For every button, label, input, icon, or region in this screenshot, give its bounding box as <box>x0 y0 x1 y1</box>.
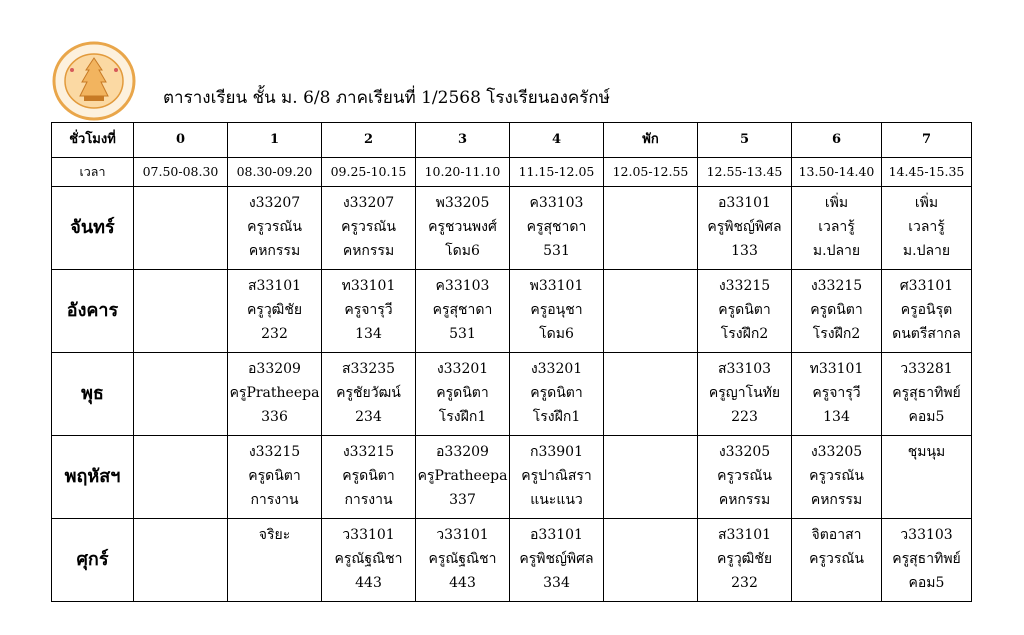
room-name: 134 <box>355 326 382 342</box>
teacher-name: ครูชัยวัฒน์ <box>336 385 401 401</box>
time-slot: 14.45-15.35 <box>882 158 972 187</box>
class-cell <box>792 270 882 353</box>
subject-code: ง33207 <box>248 195 301 211</box>
subject-code: ง33201 <box>436 361 489 377</box>
class-cell-content <box>882 436 971 464</box>
time-slot: 12.55-13.45 <box>698 158 792 187</box>
class-cell-content <box>604 436 697 440</box>
day-name: อังคาร <box>52 270 134 353</box>
class-cell <box>604 187 698 270</box>
class-cell-content <box>322 270 415 346</box>
class-cell <box>228 270 322 353</box>
class-cell <box>698 270 792 353</box>
class-cell <box>510 187 604 270</box>
room-name: แนะแนว <box>530 492 583 508</box>
day-row <box>52 187 972 270</box>
subject-code: ง33205 <box>810 444 863 460</box>
teacher-name: ครูPratheepa <box>229 385 320 401</box>
teacher-name: ครูพิชญ์พิศล <box>519 551 594 567</box>
class-cell-content <box>882 519 971 595</box>
day-rows <box>52 187 972 602</box>
class-cell-content <box>698 187 791 263</box>
teacher-name: ครูจารุวี <box>812 385 861 401</box>
class-cell-content <box>604 353 697 357</box>
class-cell <box>228 436 322 519</box>
subject-code: เพิ่ม <box>914 195 939 211</box>
teacher-name: ครูดนิตา <box>810 302 863 318</box>
class-cell <box>416 270 510 353</box>
teacher-name: ครูสุธาทิพย์ <box>892 385 961 401</box>
subject-code: อ33101 <box>718 195 771 211</box>
subject-code: ว33103 <box>900 527 953 543</box>
subject-code: ง33215 <box>718 278 771 294</box>
subject-code: ศ33101 <box>899 278 954 294</box>
class-cell <box>510 436 604 519</box>
class-cell <box>416 436 510 519</box>
time-row <box>52 158 972 187</box>
class-cell <box>134 353 228 436</box>
subject-code: อ33209 <box>248 361 301 377</box>
day-name: จันทร์ <box>52 187 134 270</box>
class-cell <box>416 353 510 436</box>
teacher-name: ครูณัฐณิชา <box>428 551 497 567</box>
subject-code: ก33901 <box>529 444 583 460</box>
teacher-name: ครูสุธาทิพย์ <box>892 551 961 567</box>
subject-code: จริยะ <box>258 527 291 543</box>
teacher-name: ครูวรณัน <box>341 219 396 235</box>
teacher-name: ครูจารุวี <box>344 302 393 318</box>
class-cell <box>698 187 792 270</box>
class-cell <box>792 519 882 602</box>
class-cell <box>882 270 972 353</box>
room-name: ม.ปลาย <box>902 243 951 259</box>
class-cell <box>134 519 228 602</box>
class-cell-content <box>698 519 791 595</box>
class-cell-content <box>510 187 603 263</box>
day-name: ศุกร์ <box>52 519 134 602</box>
class-cell <box>604 353 698 436</box>
subject-code: ส33235 <box>341 361 396 377</box>
period-header-row <box>52 123 972 158</box>
room-name: โรงฝึก2 <box>720 326 769 342</box>
class-cell <box>134 270 228 353</box>
class-cell-content <box>792 187 881 263</box>
class-cell <box>882 436 972 519</box>
class-cell <box>510 519 604 602</box>
class-cell-content <box>134 270 227 274</box>
day-row <box>52 353 972 436</box>
teacher-name: ครูดนิตา <box>342 468 395 484</box>
period-number: 4 <box>510 123 604 158</box>
room-name: คหกรรม <box>810 492 863 508</box>
class-cell-content <box>416 353 509 429</box>
room-name: โรงฝึก2 <box>812 326 861 342</box>
class-cell-content <box>228 187 321 263</box>
room-name: การงาน <box>250 492 299 508</box>
subject-code: เพิ่ม <box>824 195 849 211</box>
subject-code: ว33101 <box>342 527 395 543</box>
teacher-name: ครูอนุชา <box>530 302 583 318</box>
room-name: 337 <box>449 492 476 508</box>
class-cell <box>228 519 322 602</box>
class-cell-content <box>792 270 881 346</box>
class-cell-content <box>228 519 321 547</box>
teacher-name: ครูอนิรุต <box>900 302 953 318</box>
room-name: 234 <box>355 409 382 425</box>
class-cell-content <box>134 519 227 523</box>
room-name: โรงฝึก1 <box>438 409 487 425</box>
class-cell-content <box>228 353 321 429</box>
class-cell-content <box>510 270 603 346</box>
room-name: คหกรรม <box>248 243 301 259</box>
time-slot: 13.50-14.40 <box>792 158 882 187</box>
class-cell <box>228 353 322 436</box>
teacher-name: ครูวรณัน <box>809 551 864 567</box>
class-cell-content <box>792 519 881 571</box>
class-cell <box>698 519 792 602</box>
subject-code: ส33101 <box>247 278 302 294</box>
subject-code: ง33215 <box>248 444 301 460</box>
class-cell-content <box>134 187 227 191</box>
room-name: 232 <box>731 575 758 591</box>
class-cell-content <box>510 353 603 429</box>
subject-code: จิตอาสา <box>811 527 862 543</box>
class-cell-content <box>322 436 415 512</box>
room-name: 334 <box>543 575 570 591</box>
period-number: 1 <box>228 123 322 158</box>
teacher-name: เวลารู้ <box>908 219 945 235</box>
class-cell <box>322 519 416 602</box>
teacher-name: ครูดนิตา <box>530 385 583 401</box>
room-name: คหกรรม <box>342 243 395 259</box>
class-cell <box>882 519 972 602</box>
class-cell-content <box>416 436 509 512</box>
room-name: 133 <box>731 243 758 259</box>
class-cell <box>134 187 228 270</box>
class-cell <box>604 436 698 519</box>
time-slot: 07.50-08.30 <box>134 158 228 187</box>
room-name: 336 <box>261 409 288 425</box>
class-cell <box>416 187 510 270</box>
teacher-name: ครูดนิตา <box>436 385 489 401</box>
timetable <box>51 122 972 602</box>
class-cell <box>322 436 416 519</box>
subject-code: ว33281 <box>900 361 953 377</box>
class-cell <box>792 436 882 519</box>
class-cell <box>882 353 972 436</box>
teacher-name: ครูปาณิสรา <box>521 468 592 484</box>
period-number: 3 <box>416 123 510 158</box>
room-name: โดม6 <box>445 243 480 259</box>
room-name: ดนตรีสากล <box>892 326 961 342</box>
subject-code: ชุมนุม <box>907 444 946 460</box>
room-name: 443 <box>449 575 476 591</box>
room-name: 531 <box>543 243 570 259</box>
room-name: 223 <box>731 409 758 425</box>
class-cell <box>792 353 882 436</box>
class-cell <box>322 187 416 270</box>
day-name: พฤหัสฯ <box>52 436 134 519</box>
class-cell-content <box>416 270 509 346</box>
room-name: คอม5 <box>908 575 945 591</box>
class-cell-content <box>604 519 697 523</box>
room-name: 134 <box>823 409 850 425</box>
class-cell-content <box>882 353 971 429</box>
period-number: 6 <box>792 123 882 158</box>
time-slot: 12.05-12.55 <box>604 158 698 187</box>
class-cell-content <box>792 353 881 429</box>
teacher-name: ครูสุชาดา <box>432 302 493 318</box>
class-cell-content <box>604 270 697 274</box>
subject-code: พ33205 <box>435 195 490 211</box>
class-cell-content <box>322 187 415 263</box>
teacher-name: ครูดนิตา <box>248 468 301 484</box>
class-cell-content <box>228 270 321 346</box>
class-cell-content <box>604 187 697 191</box>
class-cell-content <box>792 436 881 512</box>
teacher-name: ครูวุฒิชัย <box>246 302 303 318</box>
class-cell <box>322 353 416 436</box>
class-cell-content <box>416 519 509 595</box>
teacher-name: เวลารู้ <box>818 219 855 235</box>
teacher-name: ครูพิชญ์พิศล <box>707 219 782 235</box>
subject-code: พ33101 <box>529 278 584 294</box>
teacher-name: ครูญาโนทัย <box>708 385 781 401</box>
teacher-name: ครูวรณัน <box>809 468 864 484</box>
class-cell <box>604 270 698 353</box>
teacher-name: ครูวรณัน <box>717 468 772 484</box>
period-number: 5 <box>698 123 792 158</box>
subject-code: ค33103 <box>435 278 490 294</box>
teacher-name: ครูวรณัน <box>247 219 302 235</box>
subject-code: ท33101 <box>809 361 864 377</box>
time-slot: 09.25-10.15 <box>322 158 416 187</box>
period-number: 0 <box>134 123 228 158</box>
class-cell-content <box>698 353 791 429</box>
class-cell <box>322 270 416 353</box>
room-name: การงาน <box>344 492 393 508</box>
teacher-name: ครูดนิตา <box>718 302 771 318</box>
room-name: คหกรรม <box>718 492 771 508</box>
teacher-name: ครูวุฒิชัย <box>716 551 773 567</box>
period-number: 2 <box>322 123 416 158</box>
school-seal-icon <box>50 40 138 122</box>
class-cell-content <box>322 519 415 595</box>
page-title: ตารางเรียน ชั้น ม. 6/8 ภาคเรียนที่ 1/2568 โรงเรียนองครักษ์ <box>163 88 610 108</box>
subject-code: ง33215 <box>342 444 395 460</box>
class-cell-content <box>882 187 971 263</box>
class-cell-content <box>698 436 791 512</box>
subject-code: ง33205 <box>718 444 771 460</box>
class-cell <box>510 270 604 353</box>
room-name: 232 <box>261 326 288 342</box>
period-number: 7 <box>882 123 972 158</box>
teacher-name: ครูสุชาดา <box>526 219 587 235</box>
subject-code: ว33101 <box>436 527 489 543</box>
day-row <box>52 270 972 353</box>
class-cell <box>134 436 228 519</box>
subject-code: ส33103 <box>717 361 772 377</box>
class-cell-content <box>228 436 321 512</box>
class-cell <box>604 519 698 602</box>
day-row <box>52 519 972 602</box>
class-cell-content <box>510 519 603 595</box>
class-cell <box>698 353 792 436</box>
room-name: 443 <box>355 575 382 591</box>
class-cell <box>882 187 972 270</box>
room-name: ม.ปลาย <box>812 243 861 259</box>
subject-code: ง33207 <box>342 195 395 211</box>
class-cell-content <box>510 436 603 512</box>
subject-code: ท33101 <box>341 278 396 294</box>
room-name: 531 <box>449 326 476 342</box>
class-cell-content <box>882 270 971 346</box>
subject-code: ง33201 <box>530 361 583 377</box>
time-slot: 10.20-11.10 <box>416 158 510 187</box>
teacher-name: ครูณัฐณิชา <box>334 551 403 567</box>
room-name: โรงฝึก1 <box>532 409 581 425</box>
class-cell <box>416 519 510 602</box>
teacher-name: ครูชวนพงศ์ <box>428 219 497 235</box>
period-header-label: ชั่วโมงที่ <box>52 123 134 158</box>
day-name: พุธ <box>52 353 134 436</box>
class-cell <box>792 187 882 270</box>
subject-code: อ33101 <box>530 527 583 543</box>
subject-code: ง33215 <box>810 278 863 294</box>
subject-code: ส33101 <box>717 527 772 543</box>
class-cell <box>698 436 792 519</box>
class-cell-content <box>134 353 227 357</box>
day-row <box>52 436 972 519</box>
time-slot: 11.15-12.05 <box>510 158 604 187</box>
class-cell-content <box>134 436 227 440</box>
subject-code: อ33209 <box>436 444 489 460</box>
class-cell-content <box>416 187 509 263</box>
time-label: เวลา <box>52 158 134 187</box>
room-name: คอม5 <box>908 409 945 425</box>
class-cell <box>228 187 322 270</box>
subject-code: ค33103 <box>529 195 584 211</box>
class-cell-content <box>322 353 415 429</box>
class-cell-content <box>698 270 791 346</box>
room-name: โดม6 <box>539 326 574 342</box>
break-header: พัก <box>604 123 698 158</box>
class-cell <box>510 353 604 436</box>
time-slot: 08.30-09.20 <box>228 158 322 187</box>
teacher-name: ครูPratheepa <box>417 468 508 484</box>
